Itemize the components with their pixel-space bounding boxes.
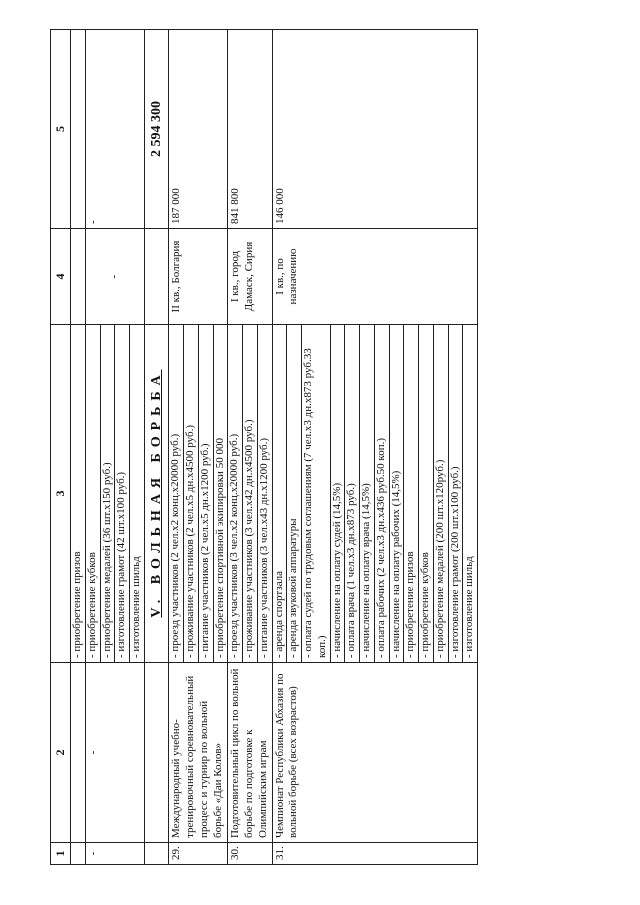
list-item: - приобретение призов <box>404 325 419 663</box>
dash-col1: - <box>85 843 144 865</box>
list-item: - изготовление шильд <box>463 325 478 663</box>
event-when-where: I кв., по назначению <box>272 229 478 325</box>
list-item: - приобретение медалей (200 шт.х120руб.) <box>433 325 448 663</box>
event-name: Международный учебно-тренировочный соревновательный процесс и турнир по вольной борьбе «Даи Колов» <box>169 663 228 843</box>
event-amount: 841 800 <box>228 30 272 229</box>
header-col3: 3 <box>51 325 71 663</box>
event-name: Подготовительный цикл по вольной борьбе по подготовке к Олимпийским играм <box>228 663 272 843</box>
list-item: - питание участников (3 чел.х43 дн.х1200 руб.) <box>257 325 272 663</box>
section-row <box>144 30 169 865</box>
section-title: V. ВОЛЬНАЯ БОРЬБА <box>144 325 169 663</box>
table-row <box>228 30 243 865</box>
list-item: - приобретение спортивной экипировки 50 000 <box>213 325 228 663</box>
list-item: - проживание участников (3 чел.х42 дн.х4500 руб.) <box>243 325 258 663</box>
list-item: - аренда звуковой аппаратуры <box>287 325 302 663</box>
list-item: - изготовление грамот (42 шт.х100 руб.) <box>115 325 130 663</box>
section-total: 2 594 300 <box>144 30 169 229</box>
list-item: - изготовление грамот (200 шт.х100 руб.) <box>448 325 463 663</box>
dash-col4: - <box>85 229 144 325</box>
list-item: - питание участников (2 чел.х5 дн.х1200 руб.) <box>198 325 213 663</box>
event-num: 29. <box>169 843 228 865</box>
list-item: - оплата судей по трудовым соглашениям (7 чел.х3 дн.х873 руб.33 коп.) <box>302 325 331 663</box>
list-item: - приобретение кубков <box>85 325 100 663</box>
prizes-item: - приобретение призов <box>71 325 86 663</box>
list-item: - аренда спортзала <box>272 325 287 663</box>
list-item: - приобретение медалей (36 шт.х150 руб.) <box>100 325 115 663</box>
table-row <box>272 30 287 865</box>
event-amount: 187 000 <box>169 30 228 229</box>
header-col1: 1 <box>51 843 71 865</box>
event-amount: 146 000 <box>272 30 478 229</box>
list-item: - приобретение кубков <box>419 325 434 663</box>
header-row <box>51 30 71 865</box>
list-item: - начисление на оплату судей (14,5%) <box>330 325 345 663</box>
list-item: - начисление на оплату врача (14,5%) <box>360 325 375 663</box>
event-num: 31. <box>272 843 478 865</box>
table-row <box>169 30 184 865</box>
table-row <box>85 30 100 865</box>
list-item: - проезд участников (3 чел.х2 конц.х20000 руб.) <box>228 325 243 663</box>
list-item: - начисление на оплату рабочих (14,5%) <box>389 325 404 663</box>
dash-col2: - <box>85 663 144 843</box>
budget-table <box>50 29 478 865</box>
list-item: - проезд участников (2 чел.х2 конц.х20000 руб.) <box>169 325 184 663</box>
event-when-where: I кв., город Дамаск, Сирия <box>228 229 272 325</box>
event-when-where: II кв., Болгария <box>169 229 228 325</box>
event-name: Чемпионат Республики Абхазия по вольной борьбе (всех возрастов) <box>272 663 478 843</box>
header-col4: 4 <box>51 229 71 325</box>
header-col5: 5 <box>51 30 71 229</box>
list-item: - оплата врача (1 чел.х3 дн.х873 руб.) <box>345 325 360 663</box>
list-item: - оплата рабочих (2 чел.х3 дн.х436 руб.50 коп.) <box>374 325 389 663</box>
table-row <box>71 30 86 865</box>
event-num: 30. <box>228 843 272 865</box>
list-item: - изготовление шильд <box>130 325 145 663</box>
list-item: - проживание участников (2 чел.х5 дн.х4500 руб.) <box>184 325 199 663</box>
rotated-table-wrapper <box>50 30 565 865</box>
header-col2: 2 <box>51 663 71 843</box>
dash-col5: - <box>85 30 144 229</box>
